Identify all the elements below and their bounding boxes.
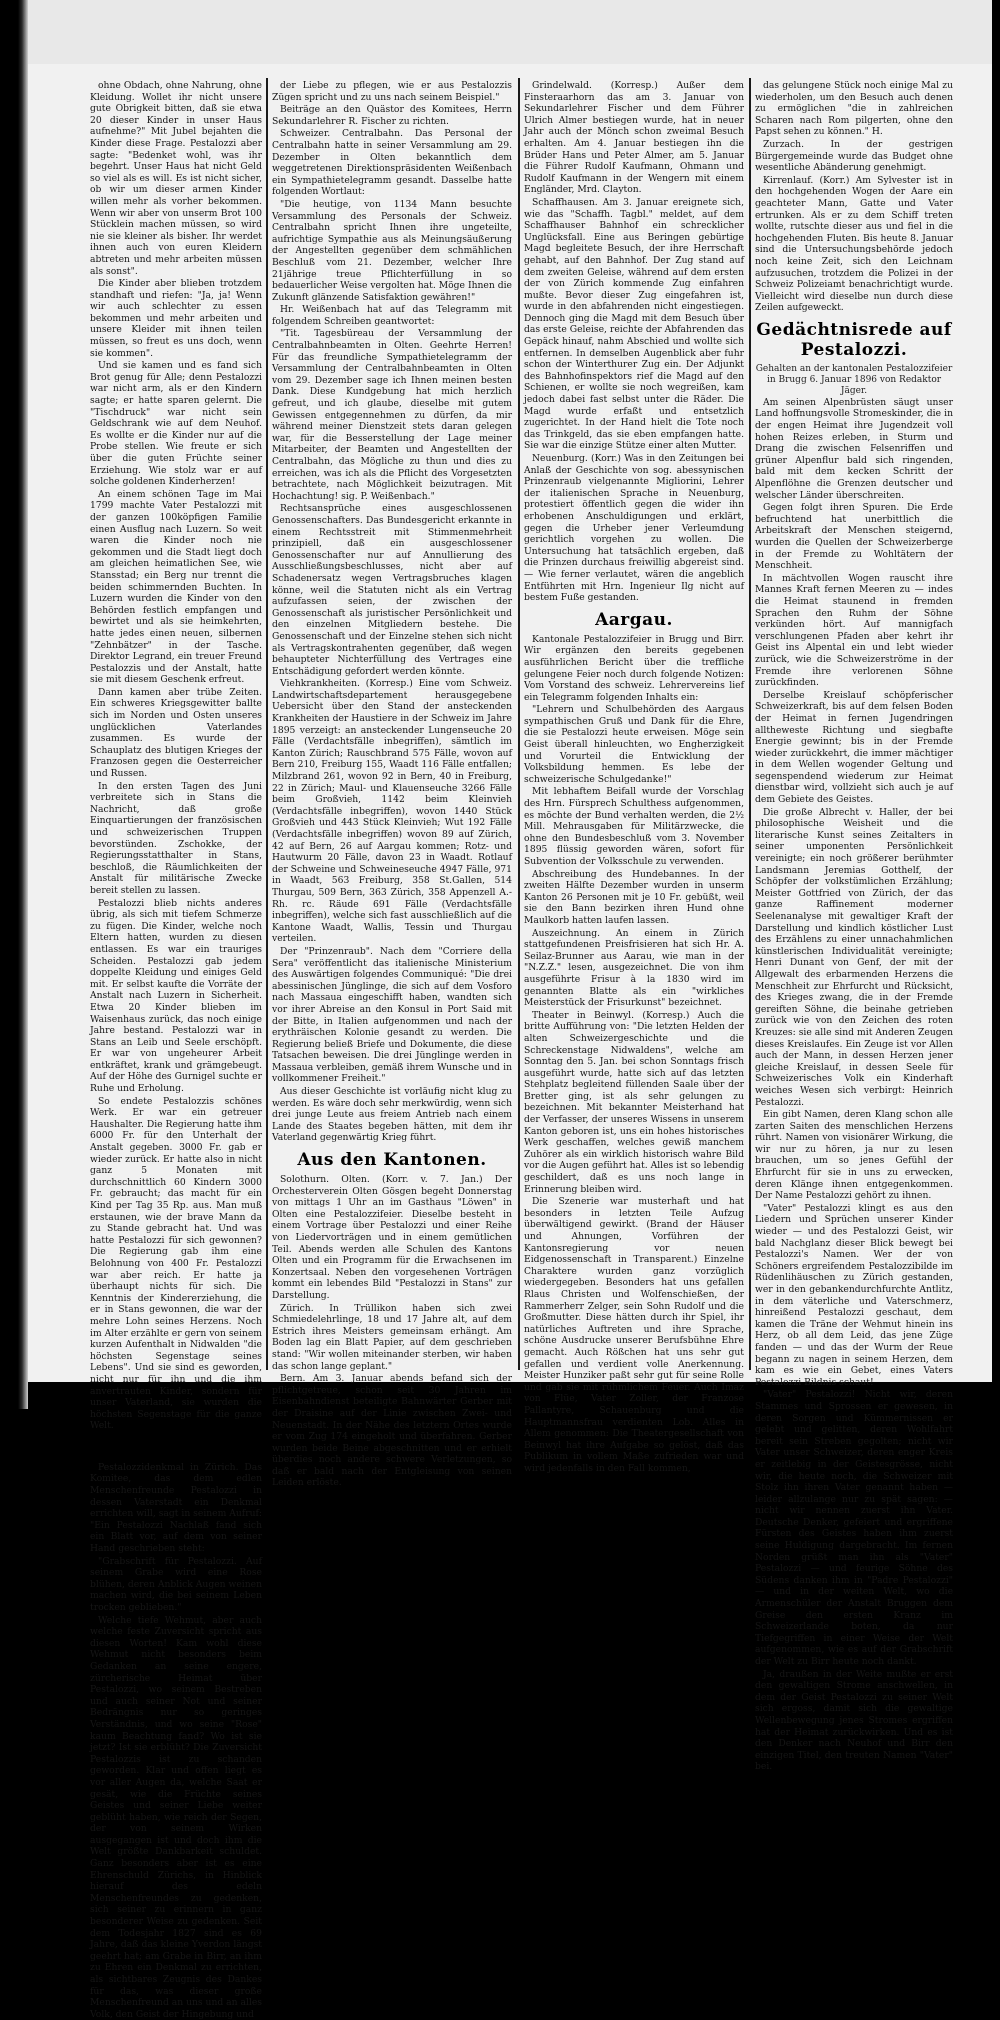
article-paragraph: Welche tiefe Wehmut, aber auch welche feste Zuversicht spricht aus diesen Worten! Kam wohl diese Wehmut nicht besonders beim Gedanken an seine engere, zürcherische Heimat über Pestalozzi, wo seinem Bestreben und auch seiner Not und seiner Bedrängnis nur so geringes Verständnis, und wo seine "Rose" kaum Beachtung fand? Wo ist sie jetzt? Ist sie erblüht? Die Zuversicht Pestalozzis ist zu schanden geworden. Klar und offen liegt es vor aller Augen da, welche Saat er gesät, wie die Früchte seines Geistes und seiner Liebe weiter geblüht haben, wie reich der Segen, der von seinem Wirken ausgegangen ist und doch ihm die Welt größte Dankbarkeit schuldet. Ganz besonders aber ist es eine Ehrenschuld Zürichs, in Hinblick hierauf des edeln Menschenfreundes zu gedenken, sich seiner zu erinnern in ganz besonderer Weise zu gedenken. Seit dem Todesjahr 1827 sind es 69 Jahre, daß das kleine Yverdon längst geehrt hat; am Grabe in Birr, an ihm zu Ehren ein Denkmal zu errichten, als sichtbares Zeugnis des Dankes für das, was dieser große Menschenfreund an uns und an alles Volk, den Geist der Hingebung und bbox=[90, 1614, 263, 2020]
article-paragraph: Gegen folgt ihren Spuren. Die Erde befruchtend hat unerbittlich die Arbeitskraft der Menschen steigernd, wurden die Quellen der Schweizerberge in der Fremde zu Wohltätern der Menschheit. bbox=[755, 502, 953, 572]
article-paragraph: Pestalozzidenkmal in Zürich. Das Komitee, das dem edlen Menschenfreunde Pestalozzi in dessen Vaterstadt ein Denkmal errichten will, sagt in seinem Aufruf: "Ein Pestalozzi Nachlaß fand sich ein Blatt vor, auf dem von seiner Hand geschrieben steht: bbox=[90, 1461, 263, 1555]
article-paragraph: Schweizer. Centralbahn. Das Personal der Centralbahn hatte in seiner Versammlung am 29. Dezember in Olten bekanntlich dem weggetretenen Direktionspräsidenten Weißenbach ein Sympathietelegramm gesandt. Dasselbe hatte folgenden Wortlaut: bbox=[272, 128, 512, 198]
article-paragraph: Aus dieser Geschichte ist vorläufig nicht klug zu werden. Es wäre doch sehr merkwürdig, wenn sich drei junge Leute aus freiem Antrieb nach einem Lande des Staates begeben hätten, mit dem ihr Vaterland gegenwärtig Krieg führt. bbox=[272, 1086, 512, 1144]
text-column-4 bbox=[755, 80, 953, 1773]
article-paragraph: Zürich. In Trüllikon haben sich zwei Schmiedelehrlinge, 18 und 17 Jahre alt, auf dem Estrich ihres Meisters gemeinsam erhängt. Am Boden lag ein Blatt Papier, auf dem geschrieben stand: "Wir wollen miteinander sterben, wir haben das schon lange geplant." bbox=[272, 1302, 512, 1372]
article-paragraph: Kantonale Pestalozzifeier in Brugg und Birr. Wir ergänzen den bereits gegebenen ausführlichen Bericht über die treffliche gelungene Feier noch durch folgende Notizen: Vom Vorstand des schweiz. Lehrervereins lief ein Telegramm folgenden Inhalts ein: bbox=[524, 633, 744, 703]
article-paragraph: Ja, draußen in der Weite mußte er erst den gewaltigen Strome anschwellen, in dem der Geist Pestalozzi zu seiner Welt sich ergoss, damit sich die gewaltige Wellenbewegung jenes Stromes ergriffen hat der Heimat zurückwirken. Und es ist den Denker nach Neuhof und Birr den einzigen Titel, den treuten Namen "Vater" bei. bbox=[755, 1668, 953, 1773]
article-paragraph: Auszeichnung. An einem in Zürich stattgefundenen Preisfrisieren hat sich Hr. A. Seilaz-Brunner aus Aarau, wie man in der "N.Z.Z." lesen, ausgezeichnet. Die von ihm ausgeführte Frisur à la 1830 wird im genannten Blatte als ein "wirkliches Meisterstück der Frisurkunst" bezeichnet. bbox=[524, 927, 744, 1009]
article-paragraph: Am seinen Alpenbrüsten säugt unser Land hoffnungsvolle Stromeskinder, die in der engen Heimat ihre Jugendzeit voll hohen Reizes erleben, in Sturm und Drang die zwischen Felsenriffen und grüner Alpenflur bald sich ringenden, bald mit dem kecken Schritt der Alpenflöhne die Grenzen deutscher und welscher Länder überschreiten. bbox=[755, 396, 953, 501]
section-heading: Aus den Kantonen. bbox=[297, 1150, 487, 1171]
article-paragraph: "Tit. Tagesbüreau der Versammlung der Centralbahnbeamten in Olten. Geehrte Herren! Für das freundliche Sympathietelegramm der Versammlung der Centralbahnbeamten in Olten vom 29. Dezember sage ich Ihnen meinen besten Dank. Diese Kundgebung hat mich herzlich gefreut, und ich glaube, dieselbe mit gutem Gewissen entgegennehmen zu dürfen, da mir während meiner Dienstzeit stets daran gelegen war, für die Besserstellung der Lage meiner Mitarbeiter, der Beamten und Angestellten der Centralbahn, das Mögliche zu thun und dies zu erreichen, was ich als die Pflicht des Vorgesetzten betrachtete, nach Möglichkeit beizutragen. Mit Hochachtung! sig. P. Weißenbach." bbox=[272, 328, 512, 502]
speech-subtitle: Gehalten an der kantonalen Pestalozzifeier in Brugg 6. Januar 1896 von Redaktor Jäger. bbox=[755, 363, 953, 396]
article-paragraph: Die große Albrecht v. Haller, der bei philosophische Weisheit und die literarische Kunst seines Zeitalters in seiner umponenten Persönlichkeit vereinigte; ein noch größerer berühmter Landsmann Jeremias Gotthelf, der Schöpfer der volkstümlichen Erzählung; Meister Gottfried von Zürich, der das ganze Raffinement moderner Seelenanalyse mit gewaltiger Kraft der Darstellung und kindlich köstlicher Lust des Erzählens zu einer unnachahmlichen künstlerischen Individualität vereinigte; Henri Dunant von Genf, der mit der Allgewalt des erbarmenden Herzens die Menschheit zur Ehrfurcht und Rücksicht, des Krieges zwang, die in der Fremde gereiften Söhne, die beinahe getrieben zurück wie von den Zeichen des roten Kreuzes: sie alle sind mit Anderen Zeugen dieses Kreislaufes. Ein Zeuge ist vor Allen auch der Mann, in dessen Herzen jener gleiche Kreislauf, in dessen Seele für Schweizerisches Volk ein Kinderhaft weiches Wesen sich verbirgt: Heinrich Pestalozzi. bbox=[755, 806, 953, 1108]
section-heading: Aargau. bbox=[595, 609, 673, 630]
article-paragraph: Viehkrankheiten. (Korresp.) Eine vom Schweiz. Landwirtschaftsdepartement herausgegebene Uebersicht über den Stand der ansteckenden Krankheiten der Haustiere in der Schweiz im Jahre 1895 verzeigt: an ansteckender Lungenseuche 20 Fälle (Verdachtsfälle inbegriffen), sämtlich im Kanton Zürich; Rauschbrand 575 Fälle, wovon auf Bern 210, Freiburg 155, Waadt 116 Fälle entfallen; Milzbrand 261, wovon 92 in Bern, 40 in Freiburg, 22 in Zürich; Maul- und Klauenseuche 3266 Fälle beim Großvieh, 1142 beim Kleinvieh (Verdachtsfälle inbegriffen), wovon 1440 Stück Großvieh und 443 Stück Kleinvieh; Wut 192 Fälle (Verdachtsfälle inbegriffen) wovon 89 auf Zürich, 42 auf Bern, 26 auf Aargau kommen; Rotz- und Hautwurm 20 Fälle, davon 23 in Waadt. Rotlauf der Schweine und Schweineseuche 4947 Fälle, 971 in Waadt, 563 Freiburg, 358 St.Gallen, 514 Thurgau, 509 Bern, 363 Zürich, 358 Appenzell A.-Rh. rc. Räude 691 Fälle (Verdachtsfälle inbegriffen), welche sich fast ausschließlich auf die Kantone Waadt, Wallis, Tessin und Thurgau verteilen. bbox=[272, 678, 512, 945]
text-column-3 bbox=[524, 80, 744, 1474]
article-paragraph: Schaffhausen. Am 3. Januar ereignete sich, wie das "Schaffh. Tagbl." meldet, auf dem Schaffhauser Bahnhof ein schrecklicher Unglücksfall. Eine aus Beringen gebürtige Magd begleitete Besuch, der ihre Herrschaft gehabt, auf den Bahnhof. Der Zug stand auf dem zweiten Geleise, während auf dem ersten der von Zürich kommende Zug einfahren mußte. Bevor dieser Zug eingefahren ist, wurde in den abfahrenden nicht eingestiegen. Dennoch ging die Magd mit dem Besuch über das erste Geleise, reichte der Abfahrenden das Gepäck hinauf, nahm Abschied und wollte sich entfernen. In demselben Augenblick aber fuhr schon der Winterthurer Zug ein. Der Adjunkt des Bahnhofinspektors rief die Magd auf den Schienen, er wollte sie noch wegreißen, kam jedoch dabei fast selbst unter die Räder. Die Magd wurde erfaßt und entsetzlich zugerichtet. In der Hand hielt die Tote noch das Trinkgeld, das sie eben empfangen hatte. Sie war die einzige Stütze einer alten Mutter. bbox=[524, 196, 744, 452]
article-paragraph: "Lehrern und Schulbehörden des Aargaus sympathischen Gruß und Dank für die Ehre, die sie Pestalozzi heute erweisen. Möge sein Geist überall hinleuchten, wo Engherzigkeit und Vorurteil die Entwicklung der Volksbildung hemmen. Es lebe der schweizerische Schulgedanke!" bbox=[524, 704, 744, 785]
article-paragraph: Dann kamen aber trübe Zeiten. Ein schweres Kriegsgewitter ballte sich im Norden und Osten unseres unglücklichen Vaterlandes zusammen. Es wurde der Schauplatz des blutigen Krieges der Franzosen gegen die Oesterreicher und Russen. bbox=[90, 686, 262, 780]
article-paragraph: So endete Pestalozzis schönes Werk. Er war ein getreuer Haushalter. Die Regierung hatte ihm 6000 Fr. für den Unterhalt der Anstalt gegeben. 3000 Fr. gab er wieder zurück. Er hatte also in nicht ganz 5 Monaten mit durchschnittlich 60 Kindern 3000 Fr. gebraucht; das macht für ein Kind per Tag 35 Rp. aus. Man muß erstaunen, wie der brave Mann da zu Stande gebracht hat. Und was hatte Pestalozzi für sich gewonnen? Die Regierung gab ihm eine Belohnung von 400 Fr. Pestalozzi war aber reich. Er hatte ja überhaupt nichts für sich. Die Kenntnis der Kindererziehung, die er in Stans gewonnen, die war der mehre Lohn seines Herzens. Noch im Alter erzählte er gern von seinem kurzen Aufenthalt in Nidwalden "die höchsten Segenstage seines Lebens". Und sie sind es geworden, nicht nur für ihn und die ihm anvertrauten Kinder, sondern für unser Vaterland, sie wurden die höchsten Segenstage für die ganze Welt. bbox=[90, 1095, 262, 1432]
article-paragraph: "Die heutige, von 1134 Mann besuchte Versammlung des Personals der Schweiz. Centralbahn spricht Ihnen ihre ungeteilte, aufrichtige Sympathie aus als Meinungsäußerung der Angestellten gegenüber dem schmählichen Beschluß vom 21. Dezember, welcher Ihre 21jährige treue Pflichterfüllung in so bedauerlicher Weise vergolten hat. Möge Ihnen die Zukunft glänzende Satisfaktion gewähren!" bbox=[272, 198, 512, 303]
article-paragraph: Hr. Weißenbach hat auf das Telegramm mit folgendem Schreiben geantwortet: bbox=[272, 304, 512, 327]
text-column-1 bbox=[90, 80, 284, 2020]
article-paragraph: Zurzach. In der gestrigen Bürgergemeinde wurde das Budget ohne wesentliche Abänderung genehmigt. bbox=[755, 138, 953, 174]
article-paragraph: Derselbe Kreislauf schöpferischer Schweizerkraft, bis auf dem felsen Boden der Heimat in fernen Jugendringen alltheweste Richtung und siegbafte Energie gewinnt; bis in der Fremde wieder zurückkehrt, die immer mächtiger in dem Wellen wogender Geltung und segenspendend wiederum zur Heimat dienstbar wird, vollzieht sich auch je auf dem Gebiete des Geistes. bbox=[755, 689, 953, 806]
article-paragraph: Kirrenlauf. (Korr.) Am Sylvester ist in den hochgehenden Wogen der Aare ein geachteter Mann, Gatte und Vater ertrunken. Als er zu dem Schiff treten wollte, rutschte dieser aus und fiel in die hochgehenden Fluten. Bis heute 8. Januar sind die Untersuchungsbehörde jedoch noch keine Zeit, sich den Leichnam aufzusuchen, trotzdem die Polizei in der Schweiz Polizeiamt benachrichtigt wurde. Vielleicht wird dieselbe nun durch diese Zeilen aufgeweckt. bbox=[755, 174, 953, 314]
section-heading: Gedächtnisrede auf Pestalozzi. bbox=[756, 319, 952, 360]
article-paragraph: Die Szenerie war musterhaft und hat besonders in letzten Teile Aufzug überwältigend gewirkt. (Brand der Häuser und Ahnungen, Vorführen der Kantonsregierung vor neuen Eidgenossenschaft in Transparent.) Einzelne Charaktere wurden ganz vorzüglich wiedergegeben. Besonders hat uns gefallen Rlaus Christen und Wolfenschießen, der Rammerherr Zelger, sein Sohn Rudolf und die Großmutter. Diese hätten durch ihr Spiel, ihr natürliches Auftreten und ihre Sprache, schöne Ausdrucke unserer Berufsbühne Ehre gemacht. Auch Rößchen hat uns sehr gut gefallen und verdient volle Anerkennung. Meister Hunziker paßt sehr gut für seine Rolle und gab sie mit rühmlichem Feuer. Auch Imaz von Flüe, Vater Zoller, der Franzose Pallantyre, Schauenburg und die Hauptmannsfrau verdienten Lob. Alles in Allem genommen: Die Theatergesellschaft von Beinwyl hat ihre Aufgabe so gelöst, daß das Publikum in vollem Maße zufrieden war und wird jedenfalls in den Fall kommen, bbox=[524, 1196, 744, 1474]
article-paragraph: Ein gibt Namen, deren Klang schon alle zarten Saiten des menschlichen Herzens rührt. Namen von visionärer Wirkung, die wir nur zu hören, ja nur zu lesen brauchen, um so jenes Gefühl der Ehrfurcht für sie in uns zu erwecken, deren Klänge ihnen entgegenkommen. Der Name Pestalozzi gehört zu ihnen. bbox=[755, 1109, 953, 1202]
article-paragraph: Und sie kamen und es fand sich Brot genug für Alle; denn Pestalozzi war nicht arm, als er den Kindern sagte; er hatte sparen gelernt. Die "Tischdruck" war nicht sein Geldschrank wie auf dem Neuhof. Es wollte er die Kinder nur auf die Probe stellen. Wie freute er sich über die guten Früchte seiner Erziehung. Wie stolz war er auf solche goldenen Kinderherzen! bbox=[90, 360, 262, 488]
article-paragraph: An einem schönen Tage im Mai 1799 machte Vater Pestalozzi mit der ganzen 100köpfigen Familie einen Ausflug nach Luzern. So weit waren die Kinder noch nie gekommen und die Stadt liegt doch am gleichen heimatlichen See, wie Stansstad; ein Berg nur trennt die beiden schimmernden Buchten. In Luzern wurden die Kinder von den Behörden festlich empfangen und bewirtet und als sie heimkehrten, hatte jedes einen neuen, silbernen "Zehnbätzer" in der Tasche. Direktor Legrand, ein treuer Freund Pestalozzis und der Anstalt, hatte sie mit diesem Geschenk erfreut. bbox=[90, 488, 262, 686]
section-heading: Eidgenossenschaft. bbox=[90, 1437, 284, 1458]
article-paragraph: Neuenburg. (Korr.) Was in den Zeitungen bei Anlaß der Geschichte von sog. abessynischen Prinzenraub vielgenannte Migliorini, Lehrer der italienischen Sprache in Neuenburg, protestiert öffentlich gegen die wider ihn erhobenen Anschuldigungen und erklärt, gegen die Urheber jener Verleumdung gerichtlich vorgehen zu wollen. Die Untersuchung hat tatsächlich ergeben, daß die Prinzen durchaus freiwillig abgereist sind. — Wie ferner verlautet, wären die angeblich Entführten mit Hrn. Ingenieur Ilg nicht auf bestem Fuße gestanden. bbox=[524, 453, 744, 604]
article-paragraph: "Vater" Pestalozzi klingt es aus den Liedern und Sprüchen unserer Kinder wieder — und des Pestalozzi Geist, wir bald Nachglanz dieser Blick bewegt bei Pestalozzi's Namen. Wer der von Schöners ergreifendem Pestalozzibilde im Rüdenlihäuschen zu Zürich gestanden, wer in den gebankendurchfurchte Antlitz, in dem väterliche und Vaterschmerz, hinreißend Pestalozzi geschaut, dem kamen die Träne der Wehmut hinein ins Herz, ob all dem Leid, das jene Züge fanden — und das der Wurm der Reue begann zu nagen in seinem Herzen, dem kam es wie ein Gebet, eines Vaters Pestalozzi Bildnis schaut! bbox=[755, 1202, 953, 1388]
article-paragraph: Der "Prinzenraub". Nach dem "Corriere della Sera" veröffentlicht das italienische Ministerium des Auswärtigen folgendes Communiqué: "Die drei abessinischen Jünglinge, die sich auf dem Vosforo nach Massaua eingeschifft haben, wandten sich vor ihrer Abreise an den Konsul in Port Said mit der Bitte, in Italien aufgenommen und nach der erythräischen Kolonie gesandt zu werden. Die Regierung beließ Briefe und Dokumente, die diese Tatsachen beweisen. Die drei Jünglinge werden in Massaua verbleiben, gemäß ihrem Wunsche und in vollkommener Freiheit." bbox=[272, 945, 512, 1085]
article-paragraph: Abschreibung des Hundebannes. In der zweiten Hälfte Dezember wurden in unserm Kanton 26 Personen mit je 10 Fr. gebüßt, weil sie den Bann bezirken ihren Hund ohne Maulkorb hatten laufen lassen. bbox=[524, 868, 744, 926]
article-paragraph: In den ersten Tagen des Juni verbreitete sich in Stans die Nachricht, daß große Einquartierungen der französischen und schweizerischen Truppen bevorstünden. Zschokke, der Regierungsstatthalter in Stans, beschloß, die Räumlichkeiten der Anstalt für militärische Zwecke bereit stellen zu lassen. bbox=[90, 780, 262, 896]
article-paragraph: Beiträge an den Quästor des Komitees, Herrn Sekundarlehrer R. Fischer zu richten. bbox=[272, 104, 512, 127]
article-paragraph: der Liebe zu pflegen, wie er aus Pestalozzis Zügen spricht und zu uns nach seinem Beispiel." bbox=[272, 80, 512, 103]
page-left-edge bbox=[0, 0, 28, 1409]
article-paragraph: Solothurn. Olten. (Korr. v. 7. Jan.) Der Orchesterverein Olten Gösgen begeht Donnerstag von mittags 1 Uhr an im Gasthaus "Löwen" in Olten eine Pestalozzifeier. Dieselbe besteht in einem Vortrage über Pestalozzi und einer Reihe von Liedervorträgen und in einem gemütlichen Teil. Abends werden alle Schulen des Kantons Olten und ein Programm für die Erwachsenen im Konzertsaal. Neben den vorgesehenen Vorträgen kommt ein lebendes Bild "Pestalozzi in Stans" zur Darstellung. bbox=[272, 1174, 512, 1301]
article-paragraph: "Vater" Pestalozzi! Nicht wir, deren Stammes und Sprossen er gewesen, in deren Sorgen und Kümmernissen er gelebt und gelitten, deren Wohlfahrt bereit sein Streben gegolten; nicht wir Vater unser Schweizer, deren enger Kreis er zeitlebig in der Geistesgrösse, nicht wir, die heute noch, die Schweizer mit Stolz ihn ihren Vater genannt haben — leider allzulange nur zu spät sagen: — nicht wir nennen zuerst ihn Vater. Deutsche Denker, gefeiert und ergriffene Fürsten des Geistes haben ihm zuerst seine Huldigung dargebracht. Im fernen Norden grüßt man ihn als "Vater" Pestalozzi — und feurige Söhne des Südens danken ihm in "Padre Pestalozzi" — und in der weiten Welt, wo die Armenschüler der Anstalt Bruggen dem Greise den ersten Kranz im Schweizerlande boten, da nur Tiefgegriffen in einer Weise der Welt aufgenommen, wie es auf der Grabschrift der Welt zu Birr heute noch dankt. bbox=[755, 1389, 953, 1667]
article-paragraph: Pestalozzi blieb nichts anderes übrig, als sich mit tiefem Schmerze zu fügen. Die Kinder, welche noch Eltern hatten, wurden zu diesen entlassen. Es war ein trauriges Scheiden. Pestalozzi gab jedem doppelte Kleidung und einiges Geld mit. Er selbst kaufte die Vorräte der Anstalt nach Luzern in Sicherheit. Etwa 20 Kinder blieben im Waisenhaus zurück, das noch einige Jahre bestand. Pestalozzi war in Stans an Leib und Seele erschöpft. Er war von ungeheurer Arbeit entkräftet, krank und grämgebeugt. Auf der Höhe des Gurnigel suchte er Ruhe und Erholung. bbox=[90, 897, 262, 1095]
article-paragraph: In mächtvollen Wogen rauscht ihre Mannes Kraft fernen Meeren zu — indes die Heimat staunend in fremden Sprachen den Ruhm der Söhne verkünden hört. Auf mannigfach verschlungenen Pfaden aber kehrt ihr Geist ins Alpental ein und lebt wieder zurück, wie die Schweizerströme in der Fremde ihre verlorenen Söhne zurückfinden. bbox=[755, 572, 953, 689]
article-paragraph: Theater in Beinwyl. (Korresp.) Auch die britte Aufführung von: "Die letzten Helden der alten Schweizergeschichte und die Schreckenstage Nidwaldens", welche am Sonntag den 5. Jan. bei schon Sonntags frisch ausgeführt wurde, hatte sich auf das letzten Stehplatz begleitend füllenden Saale über der Bretter ging, ist als sehr gelungen zu bezeichnen. Mit bekannter Meisterhand hat der Verfasser, der unseres Wissens in unserem Kanton geboren ist, uns ein hohes historisches Werk geschaffen, welches gewiß manchem Zuhörer als ein wirklich historisch wahre Bild vor die Augen geführt hat. Alles ist so lebendig geschildert, daß es uns noch lange in Erinnerung bleiben wird. bbox=[524, 1009, 744, 1195]
text-column-2 bbox=[272, 80, 512, 1489]
page-top-margin bbox=[28, 0, 992, 64]
article-paragraph: ohne Obdach, ohne Nahrung, ohne Kleidung. Wollet ihr nicht unsere gute Obrigkeit bitten, daß sie etwa 20 dieser Kinder in unser Haus aufnehme?" Mit Jubel bejahten die Kinder diese Frage. Pestalozzi aber sagte: "Bedenket wohl, was ihr begehrt. Unser Haus hat nicht Geld so viel als es will. Es ist nicht sicher, ob wir um dieser armen Kinder willen mehr als vorher bekommen. Wenn wir aber von unserm Brot 100 Stücklein machen müssen, so wird nie sie kleiner als bisher. Ihr werdet ihnen auch von euren Kleidern abtreten und mehr arbeiten müssen als sonst". bbox=[90, 80, 262, 277]
column-rule bbox=[518, 78, 520, 1370]
column-rule bbox=[266, 78, 268, 1370]
article-paragraph: Rechtsansprüche eines ausgeschlossenen Genossenschafters. Das Bundesgericht erkannte in einem Rechtsstreit mit Stimmenmehrheit prinzipiell, daß ein ausgeschlossener Genossenschafter nur auf Annullierung des Ausschließungsbeschlusses, nicht aber auf Schadenersatz wegen Vertragsbruches klagen könne, weil die Statuten nicht als ein Vertrag aufzufassen seien, der zwischen der Genossenschaft als juristischer Persönlichkeit und den einzelnen Mitgliedern bestehe. Die Genossenschaft und der Einzelne stehen sich nicht als Vertragskontrahenten gegenüber, daß wegen behaupteter Nichterfüllung des Vertrages eine Entschädigung gefordert werden könnte. bbox=[272, 503, 512, 677]
article-paragraph: das gelungene Stück noch einige Mal zu wiederholen, um den Besuch auch denen zu ermöglichen "die in zahlreichen Scharen nach Rom pilgerten, ohne den Papst sehen zu können." H. bbox=[755, 80, 953, 138]
article-paragraph: Grindelwald. (Korresp.) Außer dem Finsteraarhorn das am 3. Januar von Sekundarlehrer Fischer und dem Führer Ulrich Almer bestiegen wurde, hat in neuer Jahr auch der Mönch schon zweimal Besuch erhalten. Am 4. Januar bestiegen ihn die Brüder Hans und Peter Almer, am 5. Januar die Führer Rudolf Kaufmann, Ohmann und Rudolf Kaufmann in der Wengern mit einem Engländer, Mrd. Clayton. bbox=[524, 80, 744, 196]
article-paragraph: "Grabschrift für Pestalozzi. Auf seinem Grabe wird eine Rose blühen, deren Anblick Augen weinen machen wird, die bei seinem Leben trocken geblieben." bbox=[90, 1555, 262, 1613]
article-paragraph: Bern. Am 3. Januar abends befand sich der pflichtgetreue, schon seit 30 Jahren im Eisenbahndienst beteiligte Bahnwärter Gerber mit der Draisine auf der Linie zwischen Zwei- und Neuenstadt. In der Nähe des letztern Ortes wurde er vom Zug 174 eingeholt und überfahren. Gerber wurden beide Beine abgeschnitten und er erhielt überdies noch andere schwere Verletzungen, so daß er bald nach der Entgleisung von seinen Leiden erlöste. bbox=[272, 1373, 512, 1489]
article-paragraph: Die Kinder aber blieben trotzdem standhaft und riefen: "Ja, ja! Wenn wir auch schlechter zu essen bekommen und mehr arbeiten und unsere Kleider mit ihnen teilen müssen, so freut es uns doch, wenn sie kommen". bbox=[90, 278, 262, 359]
column-rule bbox=[749, 78, 751, 1370]
article-paragraph: Mit lebhaftem Beifall wurde der Vorschlag des Hrn. Fürsprech Schulthess aufgenommen, es möchte der Bund verhalten werden, die 2½ Mill. Mehrausgaben für Militärzwecke, die ohne den Bundesbeschluß vom 3. November 1895 flüssig geworden wären, sofort für Subvention der Volksschule zu verwenden. bbox=[524, 786, 744, 867]
